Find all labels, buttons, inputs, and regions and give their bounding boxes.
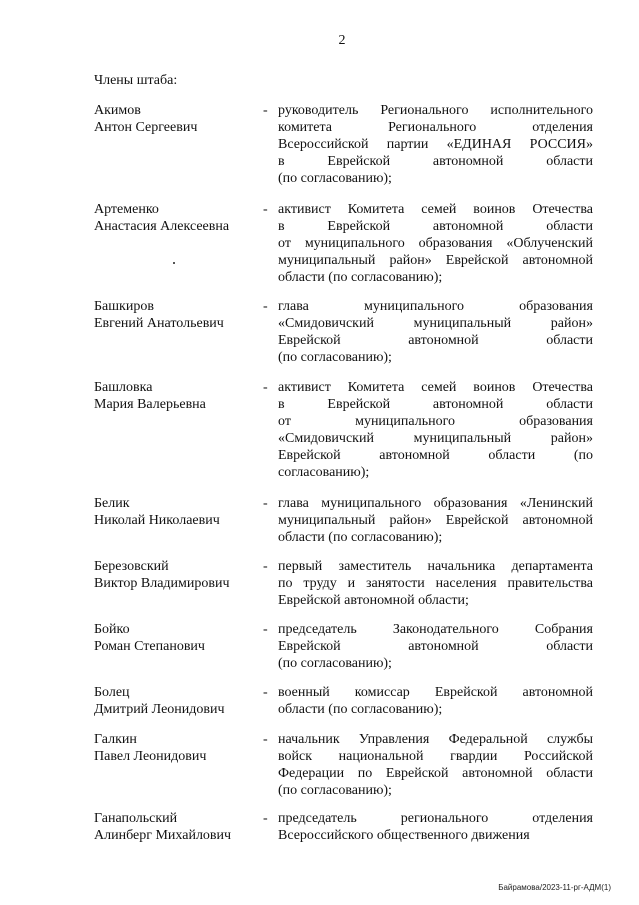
member-role-line: войск национальной гвардии Российской [278, 749, 593, 764]
member-given-names: Николай Николаевич [94, 513, 220, 528]
member-role-line: области (по согласованию); [278, 702, 443, 717]
member-role [278, 379, 593, 481]
member-dash: - [263, 202, 268, 217]
member-dash: - [263, 559, 268, 574]
member-name [94, 731, 264, 765]
member-name [94, 810, 264, 844]
member-role-line: «Смидовичский муниципальный район» [278, 316, 593, 331]
member-role-line: начальник Управления Федеральной службы [278, 732, 593, 747]
member-role-line: Всероссийской партии «ЕДИНАЯ РОССИЯ» [278, 137, 593, 152]
member-name [94, 102, 264, 136]
member-role [278, 201, 593, 286]
member-role-line: активист Комитета семей воинов Отечества [278, 202, 593, 217]
member-name [94, 298, 264, 332]
member-surname: Белик [94, 496, 130, 511]
member-given-names: Анастасия Алексеевна [94, 219, 230, 234]
member-role-line: (по согласованию); [278, 656, 392, 671]
member-name [94, 495, 264, 529]
member-given-names: Виктор Владимирович [94, 576, 230, 591]
member-role [278, 621, 593, 672]
member-role-line: по труду и занятости населения правительства [278, 576, 593, 591]
member-surname: Ганапольский [94, 811, 178, 826]
member-surname: Бойко [94, 622, 130, 637]
member-surname: Башловка [94, 380, 153, 395]
member-dash: - [263, 685, 268, 700]
member-surname: Галкин [94, 732, 137, 747]
member-given-names: Антон Сергеевич [94, 120, 198, 135]
member-role-line: муниципальный район» Еврейской автономной [278, 513, 593, 528]
member-role [278, 495, 593, 546]
member-role-line: от муниципального образования [278, 414, 593, 429]
member-role [278, 731, 593, 799]
member-role-line: первый заместитель начальника департамента [278, 559, 593, 574]
member-role-line: (по согласованию); [278, 171, 392, 186]
member-role-line: согласованию); [278, 465, 370, 480]
member-role-line: (по согласованию); [278, 350, 392, 365]
member-role [278, 298, 593, 366]
member-name [94, 201, 264, 235]
member-given-names: Дмитрий Леонидович [94, 702, 225, 717]
member-role-line: в Еврейской автономной области [278, 219, 593, 234]
member-role-line: глава муниципального образования [278, 299, 593, 314]
member-role-line: в Еврейской автономной области [278, 397, 593, 412]
member-role-line: активист Комитета семей воинов Отечества [278, 380, 593, 395]
member-surname: Болец [94, 685, 130, 700]
page-number: 2 [338, 33, 346, 48]
member-role-line: Еврейской автономной области; [278, 593, 469, 608]
member-surname: Акимов [94, 103, 141, 118]
member-role [278, 684, 593, 718]
member-given-names: Евгений Анатольевич [94, 316, 224, 331]
member-surname: Башкиров [94, 299, 154, 314]
member-name [94, 379, 264, 413]
member-role-line: области (по согласованию); [278, 530, 443, 545]
member-role-line: комитета Регионального отделения [278, 120, 593, 135]
member-given-names: Роман Степанович [94, 639, 205, 654]
member-role-line: в Еврейской автономной области [278, 154, 593, 169]
member-role-line: Еврейской автономной области [278, 333, 593, 348]
document-footer-code: Байрамова/2023-11-рг-АДМ(1) [498, 883, 611, 892]
member-role-line: председатель регионального отделения [278, 811, 593, 826]
member-dash: - [263, 380, 268, 395]
member-role-line: глава муниципального образования «Ленинский [278, 496, 593, 511]
scan-speck [173, 262, 175, 264]
member-role-line: от муниципального образования «Облученский [278, 236, 593, 251]
member-role [278, 558, 593, 609]
member-role-line: муниципальный район» Еврейской автономной [278, 253, 593, 268]
member-dash: - [263, 103, 268, 118]
member-role-line: руководитель Регионального исполнительного [278, 103, 593, 118]
member-dash: - [263, 299, 268, 314]
member-given-names: Мария Валерьевна [94, 397, 206, 412]
member-role-line: Всероссийского общественного движения [278, 828, 530, 843]
member-surname: Березовский [94, 559, 169, 574]
member-name [94, 558, 264, 592]
section-heading: Члены штаба: [94, 73, 178, 88]
member-name [94, 621, 264, 655]
member-role-line: «Смидовичский муниципальный район» [278, 431, 593, 446]
member-dash: - [263, 496, 268, 511]
member-role-line: Федерации по Еврейской автономной области [278, 766, 593, 781]
member-given-names: Павел Леонидович [94, 749, 207, 764]
member-given-names: Алинберг Михайлович [94, 828, 232, 843]
member-dash: - [263, 732, 268, 747]
member-role-line: Еврейской автономной области (по [278, 448, 593, 463]
member-role [278, 810, 593, 844]
member-dash: - [263, 622, 268, 637]
member-role-line: области (по согласованию); [278, 270, 443, 285]
member-name [94, 684, 264, 718]
member-surname: Артеменко [94, 202, 159, 217]
member-dash: - [263, 811, 268, 826]
member-role-line: председатель Законодательного Собрания [278, 622, 593, 637]
member-role-line: военный комиссар Еврейской автономной [278, 685, 593, 700]
member-role-line: Еврейской автономной области [278, 639, 593, 654]
member-role [278, 102, 593, 187]
member-role-line: (по согласованию); [278, 783, 392, 798]
